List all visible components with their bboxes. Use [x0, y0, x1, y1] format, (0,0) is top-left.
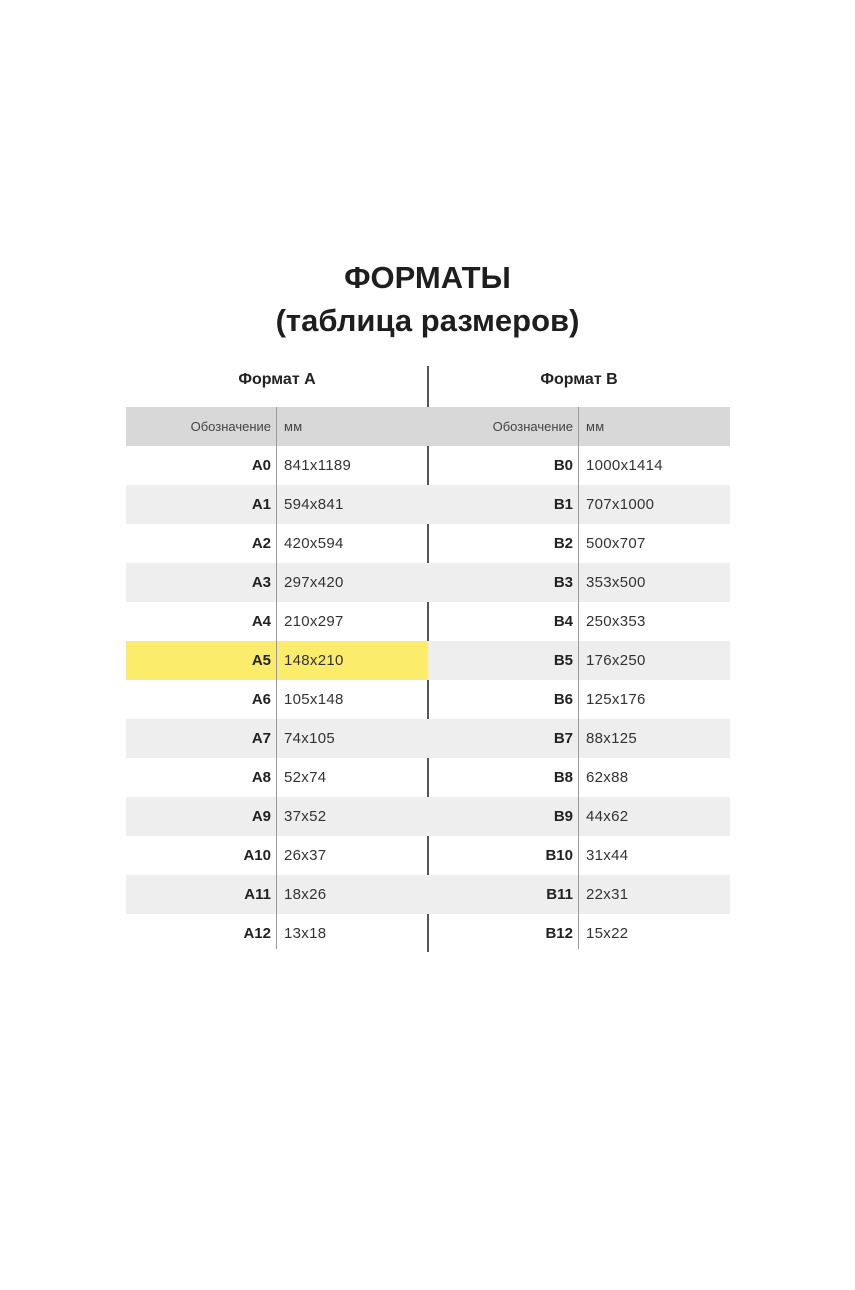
format-b-code: B10: [545, 847, 573, 864]
format-b-size: 1000x1414: [586, 457, 663, 474]
format-a-code: A4: [251, 613, 271, 630]
format-b-size: 31x44: [586, 847, 629, 864]
table-row: [428, 875, 730, 914]
format-a-code: A2: [251, 535, 271, 552]
format-a-size: 52x74: [284, 769, 327, 786]
table-row: [126, 446, 428, 485]
table-row: [428, 758, 730, 797]
format-a-size: 74x105: [284, 730, 336, 747]
format-b-size: 707x1000: [586, 496, 655, 513]
format-b-code: B5: [553, 652, 573, 669]
format-b-code: B12: [545, 925, 573, 942]
table-row: [126, 875, 428, 914]
table-row: [428, 446, 730, 485]
format-a-code: A7: [251, 730, 271, 747]
table-row: [126, 719, 428, 758]
page-subtitle: (таблица размеров): [275, 303, 580, 338]
format-a-size: 420x594: [284, 535, 344, 552]
format-b-size: 44x62: [586, 808, 629, 825]
format-b-caption: Формат В: [540, 371, 618, 388]
table-row: [126, 836, 428, 875]
table-row: [428, 719, 730, 758]
format-a-size: 105x148: [284, 691, 344, 708]
table-row: [126, 485, 428, 524]
format-b-code: B6: [553, 691, 573, 708]
format-a-header-size: мм: [284, 419, 303, 434]
format-b-header-row: [428, 407, 730, 446]
format-a-caption: Формат А: [238, 371, 316, 388]
format-b-code: B3: [553, 574, 573, 591]
table-row: [428, 914, 730, 953]
format-a-header-code: Обозначение: [190, 419, 271, 434]
format-b-size: 22x31: [586, 886, 629, 903]
table-row: [428, 797, 730, 836]
format-a-code: A10: [243, 847, 271, 864]
format-b-size: 88x125: [586, 730, 638, 747]
format-a-code: A11: [244, 886, 271, 903]
table-row: [428, 641, 730, 680]
page-title: ФОРМАТЫ: [344, 260, 511, 295]
format-b-size: 15x22: [586, 925, 629, 942]
format-a-size: 13x18: [284, 925, 327, 942]
format-b-code: B1: [553, 496, 573, 513]
table-row: [126, 602, 428, 641]
table-row: [428, 485, 730, 524]
format-b-size: 500x707: [586, 535, 646, 552]
format-b-size: 250x353: [586, 613, 646, 630]
format-a-column-divider: [276, 407, 277, 949]
table-row: [428, 524, 730, 563]
format-a-size: 26x37: [284, 847, 327, 864]
format-a-header-row: [126, 407, 428, 446]
format-a-size: 841x1189: [284, 457, 352, 474]
table-row: [428, 563, 730, 602]
table-row: [428, 836, 730, 875]
table-row: [126, 758, 428, 797]
table-row: [126, 641, 428, 680]
format-a-size: 148x210: [284, 652, 344, 669]
format-a-code: A5: [251, 652, 271, 669]
table-row: [126, 797, 428, 836]
format-a-code: A12: [243, 925, 271, 942]
table-row: [126, 524, 428, 563]
table-row: [126, 563, 428, 602]
format-b-header-size: мм: [586, 419, 605, 434]
format-b-size: 62x88: [586, 769, 629, 786]
format-a-code: A6: [251, 691, 271, 708]
format-b-size: 353x500: [586, 574, 646, 591]
format-b-column-divider: [578, 407, 579, 949]
format-a-code: A3: [251, 574, 271, 591]
table-row: [428, 602, 730, 641]
format-b-code: B4: [553, 613, 573, 630]
table-row: [126, 914, 428, 953]
format-b-code: B2: [553, 535, 573, 552]
table-row: [126, 680, 428, 719]
format-a-code: A8: [251, 769, 271, 786]
format-b-header-code: Обозначение: [492, 419, 573, 434]
format-b-size: 125x176: [586, 691, 646, 708]
format-b-code: B9: [553, 808, 573, 825]
format-a-size: 297x420: [284, 574, 344, 591]
format-b-code: B11: [546, 886, 573, 903]
format-a-code: A0: [251, 457, 271, 474]
format-a-size: 210x297: [284, 613, 344, 630]
format-a-size: 37x52: [284, 808, 327, 825]
table-row: [428, 680, 730, 719]
format-a-code: A9: [251, 808, 271, 825]
format-b-code: B0: [553, 457, 573, 474]
format-a-size: 594x841: [284, 496, 344, 513]
format-b-code: B8: [553, 769, 573, 786]
format-a-size: 18x26: [284, 886, 327, 903]
format-b-code: B7: [553, 730, 573, 747]
format-a-code: A1: [251, 496, 271, 513]
format-b-size: 176x250: [586, 652, 646, 669]
